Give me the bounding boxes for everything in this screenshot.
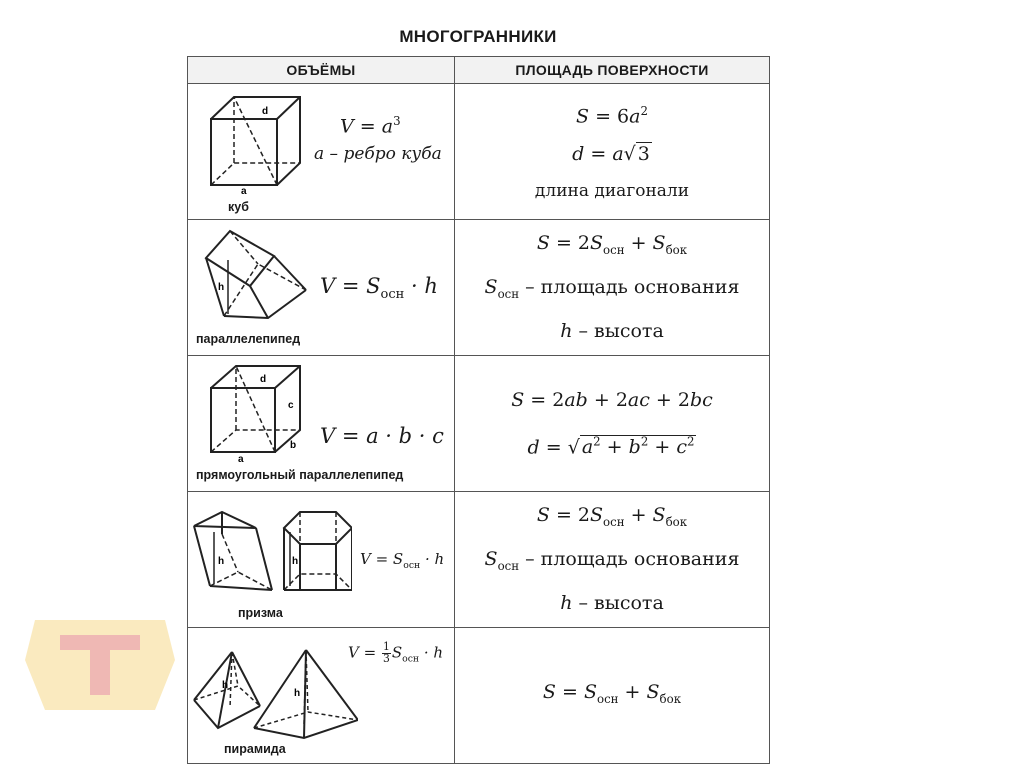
cell-parallelepiped-volume	[188, 220, 455, 356]
pyramid-height-label-1: h	[222, 680, 229, 691]
parallelepiped-height-label: h	[218, 282, 225, 293]
cube-diag-label: d	[262, 106, 269, 117]
prism-height-label-2: h	[292, 556, 299, 567]
cube-diagonal-note: длина диагонали	[534, 180, 690, 201]
pyramid-surface-formula: $S = S_{осн} + S_{бок}$	[542, 680, 682, 706]
cell-prism-surface	[455, 492, 770, 628]
table-row-pyramid	[188, 628, 770, 764]
parallelepiped-surface-formula: $S = 2S_{осн} + S_{бок}$	[536, 232, 688, 257]
prism-volume-formula: $V = S_{осн} \cdot h$	[360, 550, 445, 571]
rect-edge-b-label: b	[290, 440, 297, 451]
cube-surface-formula: $S = 6a^2$	[576, 104, 648, 128]
table-row-rect-parallelepiped	[188, 356, 770, 492]
caption-parallelepiped: параллелепипед	[196, 332, 301, 346]
pyramid-height-label-2: h	[294, 688, 301, 699]
pyramid-volume-formula: V = $\frac{1}{3}$ $S_{осн} \cdot h$	[348, 640, 444, 665]
cube-edge-note: a – ребро куба	[314, 144, 442, 164]
rect-edge-a-label: a	[238, 454, 244, 464]
rect-diagonal-formula: d = √ $a^2 + b^2 + c^2$	[527, 434, 695, 459]
table-row-prism	[188, 492, 770, 628]
caption-prism: призма	[238, 606, 283, 620]
cell-pyramid-surface	[455, 628, 770, 764]
prism-surface-formula: $S = 2S_{осн} + S_{бок}$	[536, 504, 688, 529]
cube-figure	[206, 94, 306, 194]
cell-prism-volume	[188, 492, 455, 628]
caption-pyramid: пирамида	[224, 742, 286, 756]
rect-parallelepiped-figure	[206, 364, 308, 464]
table-row-parallelepiped	[188, 220, 770, 356]
prism-height-label-1: h	[218, 556, 225, 567]
prism-height-note: h – высота	[560, 591, 664, 614]
header-surface: ПЛОЩАДЬ ПОВЕРХНОСТИ	[455, 57, 770, 84]
cell-cube-volume	[188, 84, 455, 220]
cube-edge-label: a	[241, 186, 247, 194]
table-row-cube	[188, 84, 770, 220]
parallelepiped-figure	[202, 228, 314, 328]
cell-cube-surface	[455, 84, 770, 220]
watermark-logo	[15, 600, 185, 720]
cube-diagonal-formula: d = a√ 3	[572, 142, 650, 165]
cell-pyramid-volume	[188, 628, 455, 764]
rect-surface-formula: S = 2ab + 2ac + 2bc	[511, 388, 713, 411]
polyhedra-sheet	[187, 22, 769, 767]
pyramid-figure	[192, 648, 358, 740]
formula-table	[187, 56, 770, 764]
rect-diag-label: d	[260, 374, 267, 385]
parallelepiped-base-note: $S_{осн}$ – площадь основания	[484, 276, 740, 301]
header-volumes: ОБЪЁМЫ	[188, 57, 455, 84]
prism-figure	[192, 510, 352, 600]
caption-rect-parallelepiped: прямоугольный параллелепипед	[196, 468, 404, 482]
parallelepiped-volume-formula: $V = S_{осн} \cdot h$	[320, 274, 438, 303]
rect-edge-c-label: c	[288, 400, 294, 411]
rect-volume-formula: V = a · b · c	[320, 424, 444, 448]
page-title: МНОГОГРАННИКИ	[399, 27, 557, 46]
caption-cube: куб	[228, 200, 249, 214]
cube-volume-formula: $V = a^3$	[340, 114, 401, 138]
cell-rect-surface	[455, 356, 770, 492]
cell-parallelepiped-surface	[455, 220, 770, 356]
parallelepiped-height-note: h – высота	[560, 319, 664, 342]
cell-rect-volume	[188, 356, 455, 492]
prism-base-note: $S_{осн}$ – площадь основания	[484, 548, 740, 573]
